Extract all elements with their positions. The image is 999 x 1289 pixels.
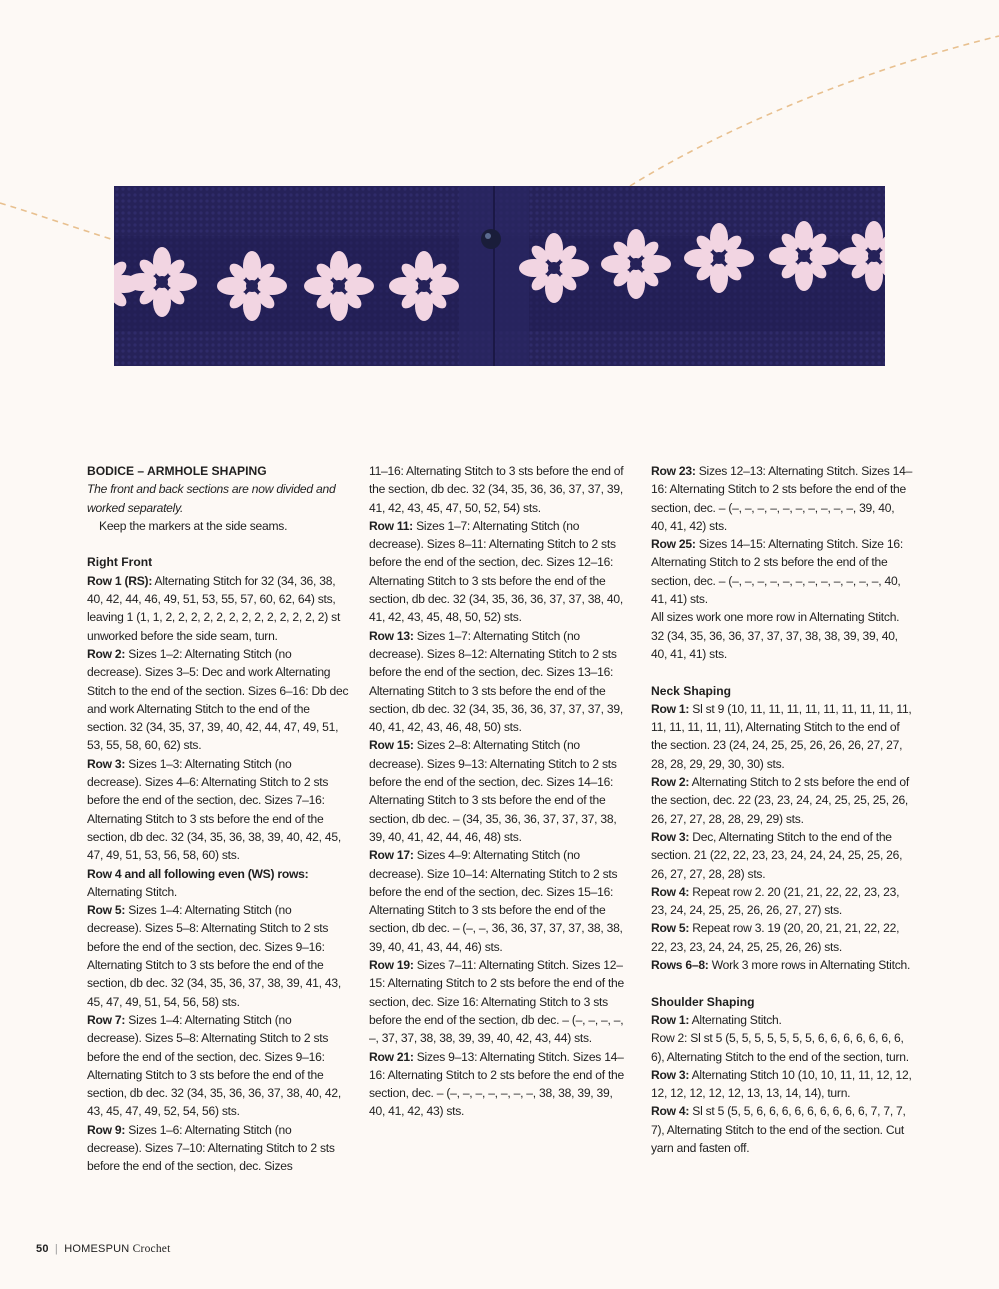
row-label: Row 23: (651, 464, 696, 478)
all-sizes-note: All sizes work one more row in Alternating Stitch. 32 (34, 35, 36, 36, 37, 37, 37, 38, 38, 39, 39, 40, 40, 41, 41) sts. (651, 610, 900, 661)
instruction-row (87, 755, 349, 865)
row-text: Sizes 2–8: Alternating Stitch (no decrease). Sizes 9–13: Alternating Stitch to 2 sts before the end of the section, dec. Sizes 14–16: Alternating Stitch to 3 sts before the end of the section, db dec. – (34, 35, 36, 36, 37, 37, 37, 38, 39, 40, 41, 42, 44, 46, 48) sts. (369, 738, 617, 844)
row-text: Sizes 1–2: Alternating Stitch (no decrease). Sizes 3–5: Dec and work Alternating Stitch to the end of the section. Sizes 6–16: Db dec and work Alternating Stitch to the end of the section. 32 (34, 35, 37, 39, 40, 42, 44, 47, 49, 51, 53, 55, 58, 60, 62) sts. (87, 646, 349, 753)
row-label: Row 7: (87, 1012, 126, 1027)
instruction-row (87, 1011, 349, 1121)
instruction-row (651, 1066, 913, 1103)
row-label: Row 19: (369, 958, 414, 973)
row-label: Row 3: (651, 829, 690, 844)
row-text: Repeat row 2. 20 (21, 21, 22, 22, 23, 23, 23, 24, 24, 25, 25, 26, 26, 27, 27) sts. (651, 884, 900, 918)
row-text: Sizes 1–4: Alternating Stitch (no decrease). Sizes 5–8: Alternating Stitch to 2 sts before the end of the section, dec. Sizes 9–16: Alternating Stitch to 3 sts before the end of the section, db dec. 32 (34, 35, 36, 37, 38, 39, 41, 43, 45, 47, 49, 51, 54, 56, 58) sts. (87, 903, 341, 1009)
continued-text: 11–16: Alternating Stitch to 3 sts before the end of the section, db dec. 32 (34, 35, 36, 36, 37, 37, 39, 41, 42, 43, 45, 47, 50, 52, 54) sts. (369, 464, 624, 515)
row-label: Row 1: (651, 701, 690, 716)
subheading-neck-shaping: Neck Shaping (651, 683, 731, 698)
instruction-row (369, 956, 631, 1047)
page-number: 50 (36, 1243, 49, 1255)
row-label: Rows 6–8: (651, 958, 709, 973)
footer-separator: | (54, 1243, 58, 1255)
instruction-row (651, 700, 913, 773)
instruction-row (651, 956, 913, 974)
instruction-row (87, 865, 349, 902)
row-label: Row 9: (87, 1122, 126, 1137)
section-title: BODICE – ARMHOLE SHAPING (87, 464, 267, 478)
row-label: Row 2: (651, 775, 690, 790)
row-label: Row 13: (369, 628, 414, 643)
intro-text: The front and back sections are now divided and worked separately. (87, 482, 336, 515)
row-text: Work 3 more rows in Alternating Stitch. (708, 958, 911, 973)
row-label: Row 4: (651, 884, 690, 899)
row-label: Row 21: (369, 1049, 414, 1064)
instruction-row (369, 736, 631, 846)
instruction-row (651, 883, 913, 920)
instruction-row (87, 645, 349, 755)
markers-note: Keep the markers at the side seams. (99, 518, 288, 533)
subheading-shoulder-shaping: Shoulder Shaping (651, 994, 755, 1009)
row-text: Alternating Stitch to 2 sts before the end of the section, dec. 22 (23, 23, 24, 24, 25, 25, 25, 26, 26, 27, 27, 28, 28, 29, 29) sts. (651, 775, 909, 826)
crochet-cardigan-photo (114, 186, 885, 366)
row-label: Row 3: (87, 756, 126, 771)
row-text: Sizes 1–4: Alternating Stitch (no decrease). Sizes 5–8: Alternating Stitch to 2 sts before the end of the section, dec. Sizes 9–16: Alternating Stitch to 3 sts before the end of the section, db dec. 32 (34, 35, 36, 36, 37, 38, 40, 42, 43, 45, 47, 49, 52, 54, 56) sts. (87, 1012, 341, 1119)
row-label: Row 5: (651, 921, 690, 936)
instruction-row (369, 517, 631, 627)
row-text: Sizes 7–11: Alternating Stitch. Sizes 12–15: Alternating Stitch to 2 sts before the end of the section, dec. Size 16: Alternating Stitch to 3 sts before the end of the section, db dec. – (–, –, –, –, –, 37, 37, 38, 38, 39, 39, 40, 42, 43, 44) sts. (369, 958, 625, 1046)
instruction-row (651, 535, 913, 608)
row-label: Row 2: (87, 646, 126, 661)
instruction-row (369, 627, 631, 737)
instruction-row (651, 828, 913, 883)
instruction-row (87, 1121, 349, 1176)
row-label: Row 3: (651, 1067, 690, 1082)
row-label: Row 15: (369, 738, 414, 753)
row-text: Alternating Stitch for 32 (34, 36, 38, 40, 42, 44, 46, 49, 51, 53, 55, 57, 60, 62, 64) sts, leaving 1 (1, 1, 2, 2, 2, 2, 2, 2, 2, 2, 2, 2, 2, 2, 2) st unworked before the side seam, turn. (87, 573, 341, 643)
row-label: Row 25: (651, 537, 696, 552)
row-text: Sizes 1–3: Alternating Stitch (no decrease). Sizes 4–6: Alternating Stitch to 2 sts before the end of the section, dec. Sizes 7–16: Alternating Stitch to 3 sts before the end of the section, db dec. 32 (34, 35, 36, 38, 39, 40, 42, 45, 47, 49, 51, 53, 56, 58, 60) sts. (87, 756, 341, 863)
row-text: Sizes 12–13: Alternating Stitch. Sizes 14–16: Alternating Stitch to 2 sts before the end of the section, dec. – (–, –, –, –, –, –, –, –, –, –, 39, 40, 40, 41, 42) sts. (651, 464, 913, 533)
row-text: Sizes 1–7: Alternating Stitch (no decrease). Sizes 8–12: Alternating Stitch to 2 sts before the end of the section, dec. Sizes 13–16: Alternating Stitch to 3 sts before the end of the section, db dec. 32 (34, 35, 36, 36, 37, 37, 37, 39, 40, 41, 42, 43, 46, 48, 50) sts. (369, 628, 623, 735)
row-label: Row 1 (RS): (87, 573, 153, 588)
page-footer (36, 1243, 170, 1255)
instruction-row (651, 919, 913, 956)
instruction-row (369, 1048, 631, 1121)
row-text: Repeat row 3. 19 (20, 20, 21, 21, 22, 22, 22, 23, 23, 24, 24, 25, 25, 26, 26) sts. (651, 921, 900, 954)
row-label: Row 11: (369, 518, 413, 533)
instruction-row: Row 1: Alternating Stitch. (651, 1012, 782, 1027)
row-text: Sizes 1–6: Alternating Stitch (no decrease). Sizes 7–10: Alternating Stitch to 2 sts before the end of the section, dec. Sizes (87, 1122, 335, 1174)
row-label: Row 17: (369, 848, 414, 863)
instruction-row (369, 846, 631, 956)
column-1 (87, 462, 349, 1176)
button (481, 229, 501, 249)
row-text: Sl st 5 (5, 5, 6, 6, 6, 6, 6, 6, 6, 6, 6, 7, 7, 7, 7), Alternating Stitch to the end of the section. Cut yarn and fasten off. (651, 1104, 906, 1155)
instruction-row (651, 1102, 913, 1157)
magazine-name: HOMESPUN (64, 1243, 130, 1255)
row-label: Row 4: (651, 1104, 690, 1119)
subheading-right-front: Right Front (87, 555, 153, 570)
instruction-row (87, 901, 349, 1011)
row-text: Alternating Stitch. (87, 884, 178, 899)
row-text: Sizes 1–7: Alternating Stitch (no decrease). Sizes 8–11: Alternating Stitch to 2 sts before the end of the section, dec. Sizes 12–16: Alternating Stitch to 3 sts before the end of the section, db dec. 32 (34, 35, 36, 36, 37, 37, 38, 40, 41, 42, 43, 45, 48, 50, 52) sts. (369, 518, 623, 625)
instruction-row: Row 2: Sl st 5 (5, 5, 5, 5, 5, 5, 5, 6, 6, 6, 6, 6, 6, 6, 6), Alternating Stitch to the end of the section, turn. (651, 1031, 909, 1064)
column-2 (369, 462, 631, 1121)
row-text: Sl st 9 (10, 11, 11, 11, 11, 11, 11, 11, 11, 11, 11, 11, 11, 11, 11), Alternating Stitch to the end of the section. 23 (24, 24, 25, 25, 26, 26, 26, 27, 27, 28, 28, 29, 29, 30, 30) sts. (651, 701, 912, 771)
instruction-row (651, 462, 913, 535)
row-label: Row 5: (87, 903, 126, 918)
row-text: Alternating Stitch 10 (10, 10, 11, 11, 12, 12, 12, 12, 12, 12, 12, 13, 13, 14, 14), turn. (651, 1067, 912, 1101)
column-3 (651, 462, 913, 1157)
instruction-row (87, 572, 349, 645)
row-text: Dec, Alternating Stitch to the end of the section. 21 (22, 22, 23, 23, 24, 24, 24, 25, 25, 26, 26, 27, 27, 28, 28) sts. (651, 829, 903, 881)
row-label: Row 4 and all following even (WS) rows: (87, 866, 309, 881)
instruction-row (651, 773, 913, 828)
magazine-name-suffix: Crochet (132, 1243, 171, 1255)
row-text: Sizes 9–13: Alternating Stitch. Sizes 14–16: Alternating Stitch to 2 sts before the end of the section, dec. – (–, –, –, –, –, –, –, 38, 38, 39, 39, 40, 41, 42, 43) sts. (369, 1049, 625, 1119)
row-text: Sizes 14–15: Alternating Stitch. Size 16: Alternating Stitch to 2 sts before the end of the section, dec. – (–, –, –, –, –, –, –, –, –, –, –, –, 40, 41, 41) sts. (651, 537, 903, 607)
row-text: Sizes 4–9: Alternating Stitch (no decrease). Size 10–14: Alternating Stitch to 2 sts before the end of the section, dec. Sizes 15–16: Alternating Stitch to 3 sts before the end of the section, db dec. – (–, –, 36, 36, 37, 37, 37, 38, 38, 39, 40, 41, 43, 44, 46) sts. (369, 848, 623, 954)
